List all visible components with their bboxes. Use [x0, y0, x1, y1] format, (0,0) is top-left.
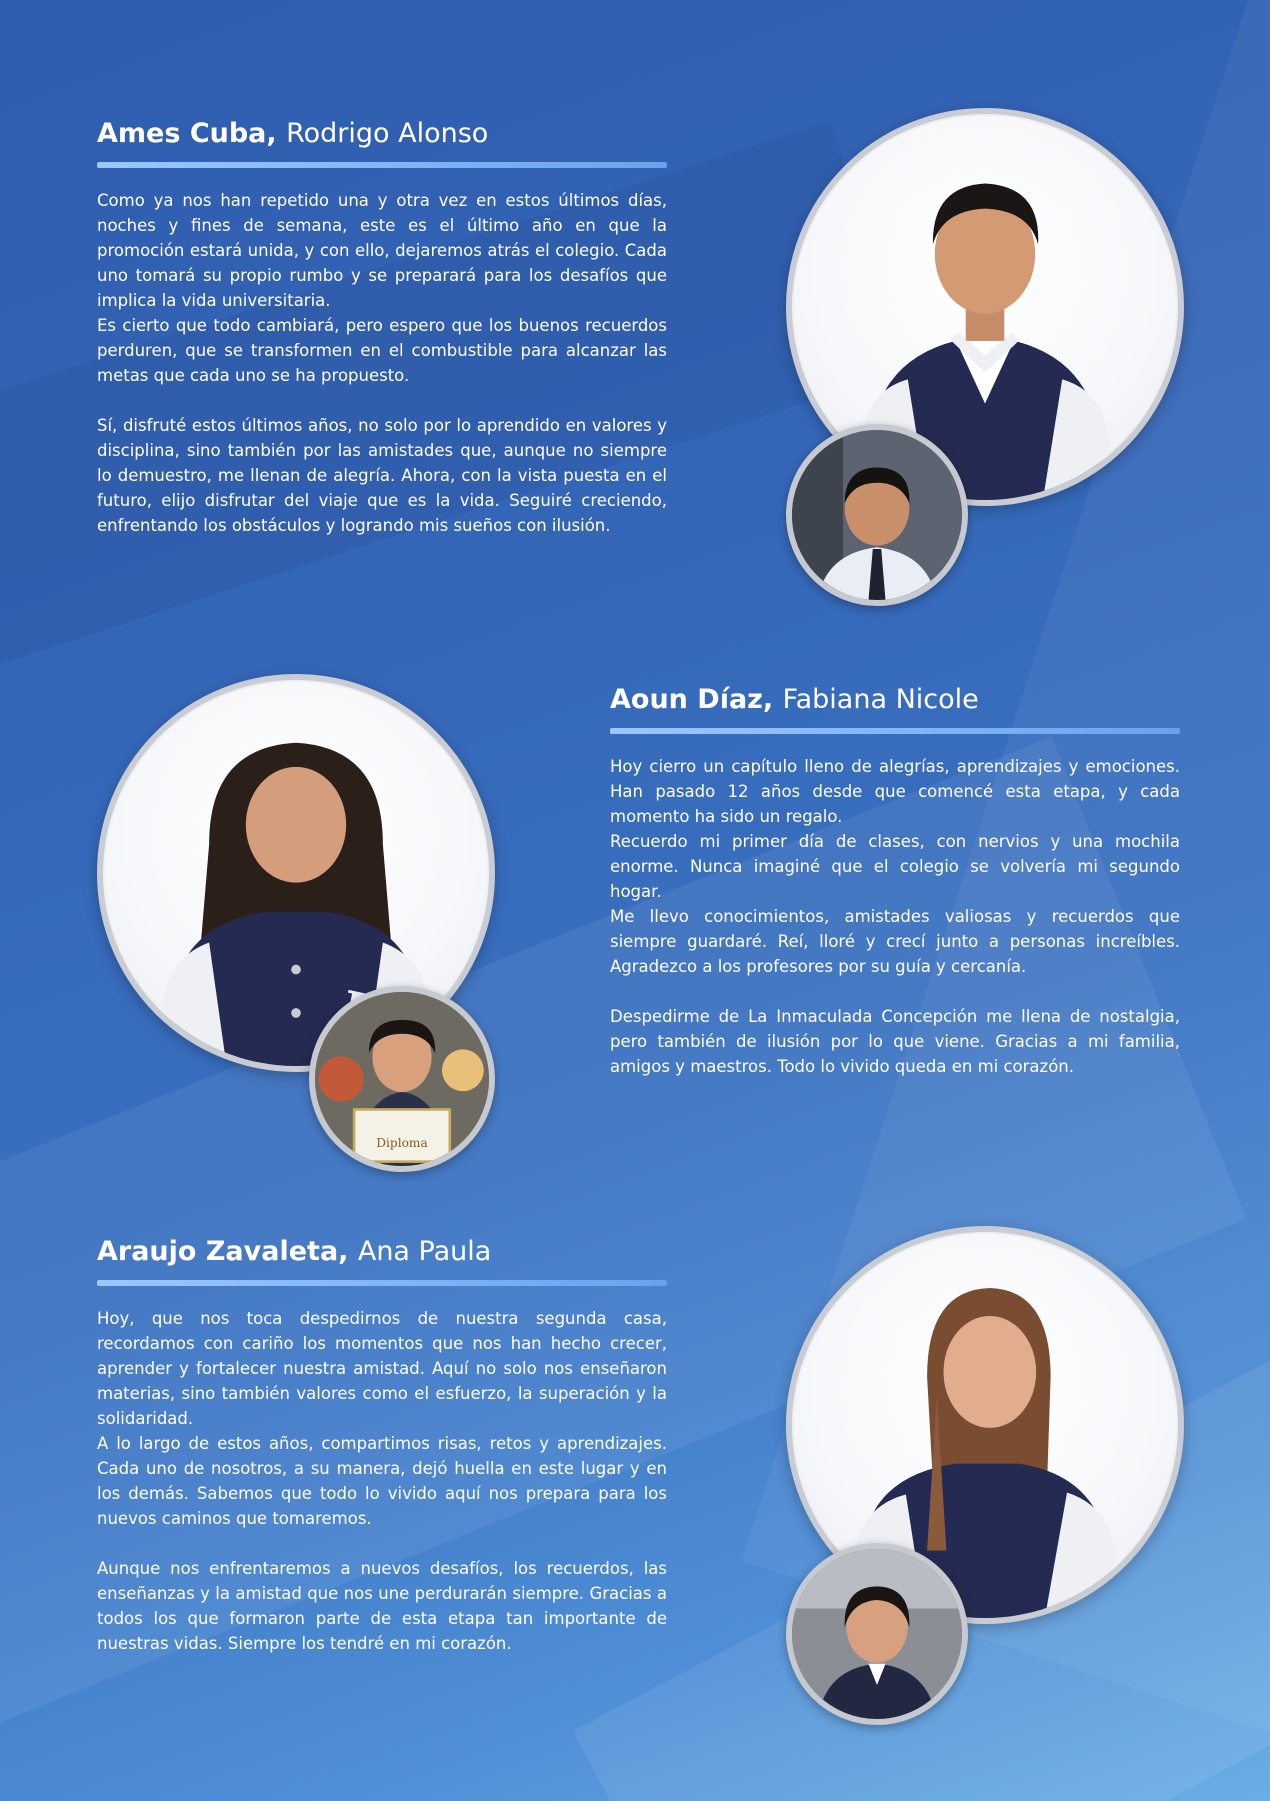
student-name-heading [97, 116, 667, 152]
message-paragraph: Hoy cierro un capítulo lleno de alegrías, aprendizajes y emociones. Han pasado 12 años desde que comencé esta etapa, y cada momento ha sido un regalo. [610, 757, 1180, 826]
student-given-names: Ana Paula [357, 1236, 492, 1267]
student-name-heading [97, 1234, 667, 1270]
student-name-heading [610, 682, 1180, 718]
student-surname: Ames Cuba, [97, 118, 277, 149]
student-given-names: Fabiana Nicole [782, 684, 979, 715]
student-profile-1 [97, 116, 667, 538]
student-surname: Aoun Díaz, [610, 684, 774, 715]
childhood-photo-2 [309, 986, 495, 1172]
student-message [97, 1306, 667, 1656]
message-paragraph: Recuerdo mi primer día de clases, con nervios y una mochila enorme. Nunca imaginé que el colegio se volvería mi segundo hogar. [610, 832, 1180, 901]
student-given-names: Rodrigo Alonso [286, 118, 489, 149]
student-surname: Araujo Zavaleta, [97, 1236, 349, 1267]
heading-underline [97, 1280, 667, 1286]
message-paragraph: Como ya nos han repetido una y otra vez en estos últimos días, noches y fines de semana, este es el último año en que la promoción estará unida, y con ello, dejaremos atrás el colegio. Cada uno tomará su propio rumbo y se preparará para los desafíos que implica la vida universitaria. [97, 191, 667, 310]
childhood-photo-1 [786, 424, 968, 606]
message-paragraph: Despedirme de La Inmaculada Concepción me llena de nostalgia, pero también de ilusión por lo que viene. Gracias a mi familia, amigos y maestros. Todo lo vivido queda en mi corazón. [610, 1007, 1180, 1076]
heading-underline [610, 728, 1180, 734]
message-paragraph: Sí, disfruté estos últimos años, no solo por lo aprendido en valores y disciplina, sino también por las amistades que, aunque no siempre lo demuestro, me llenan de alegría. Ahora, con la vista puesta en el futuro, elijo disfrutar del viaje que es la vida. Seguiré creciendo, enfrentando los obstáculos y logrando mis sueños con ilusión. [97, 416, 667, 535]
student-profile-3 [97, 1234, 667, 1656]
message-paragraph: Aunque nos enfrentaremos a nuevos desafíos, los recuerdos, las enseñanzas y la amistad que nos une perdurarán siempre. Gracias a todos los que formaron parte de esta etapa tan importante de nuestras vidas. Siempre los tendré en mi corazón. [97, 1559, 667, 1653]
diploma-text: Diploma [376, 1135, 428, 1150]
message-paragraph: Me llevo conocimientos, amistades valiosas y recuerdos que siempre guardaré. Reí, lloré y crecí junto a personas increíbles. Agradezco a los profesores por su guía y cercanía. [610, 907, 1180, 976]
message-paragraph: Es cierto que todo cambiará, pero espero que los buenos recuerdos perduren, que se transformen en el combustible para alcanzar las metas que cada uno se ha propuesto. [97, 316, 667, 385]
student-profile-2 [610, 682, 1180, 1079]
message-paragraph: A lo largo de estos años, compartimos risas, retos y aprendizajes. Cada uno de nosotros, a su manera, dejó huella en este lugar y en los demás. Sabemos que todo lo vivido aquí nos prepara para los nuevos caminos que tomaremos. [97, 1434, 667, 1528]
student-message [97, 188, 667, 538]
heading-underline [97, 162, 667, 168]
student-message [610, 754, 1180, 1079]
childhood-photo-girl-diploma [315, 992, 489, 1166]
message-paragraph: Hoy, que nos toca despedirnos de nuestra segunda casa, recordamos con cariño los momentos que nos han hecho crecer, aprender y fortalecer nuestra amistad. Aquí no solo nos enseñaron materias, sino también valores como el esfuerzo, la superación y la solidaridad. [97, 1309, 667, 1428]
childhood-photo-3 [786, 1543, 968, 1725]
childhood-photo-boy [792, 430, 962, 600]
childhood-photo-girl [792, 1549, 962, 1719]
